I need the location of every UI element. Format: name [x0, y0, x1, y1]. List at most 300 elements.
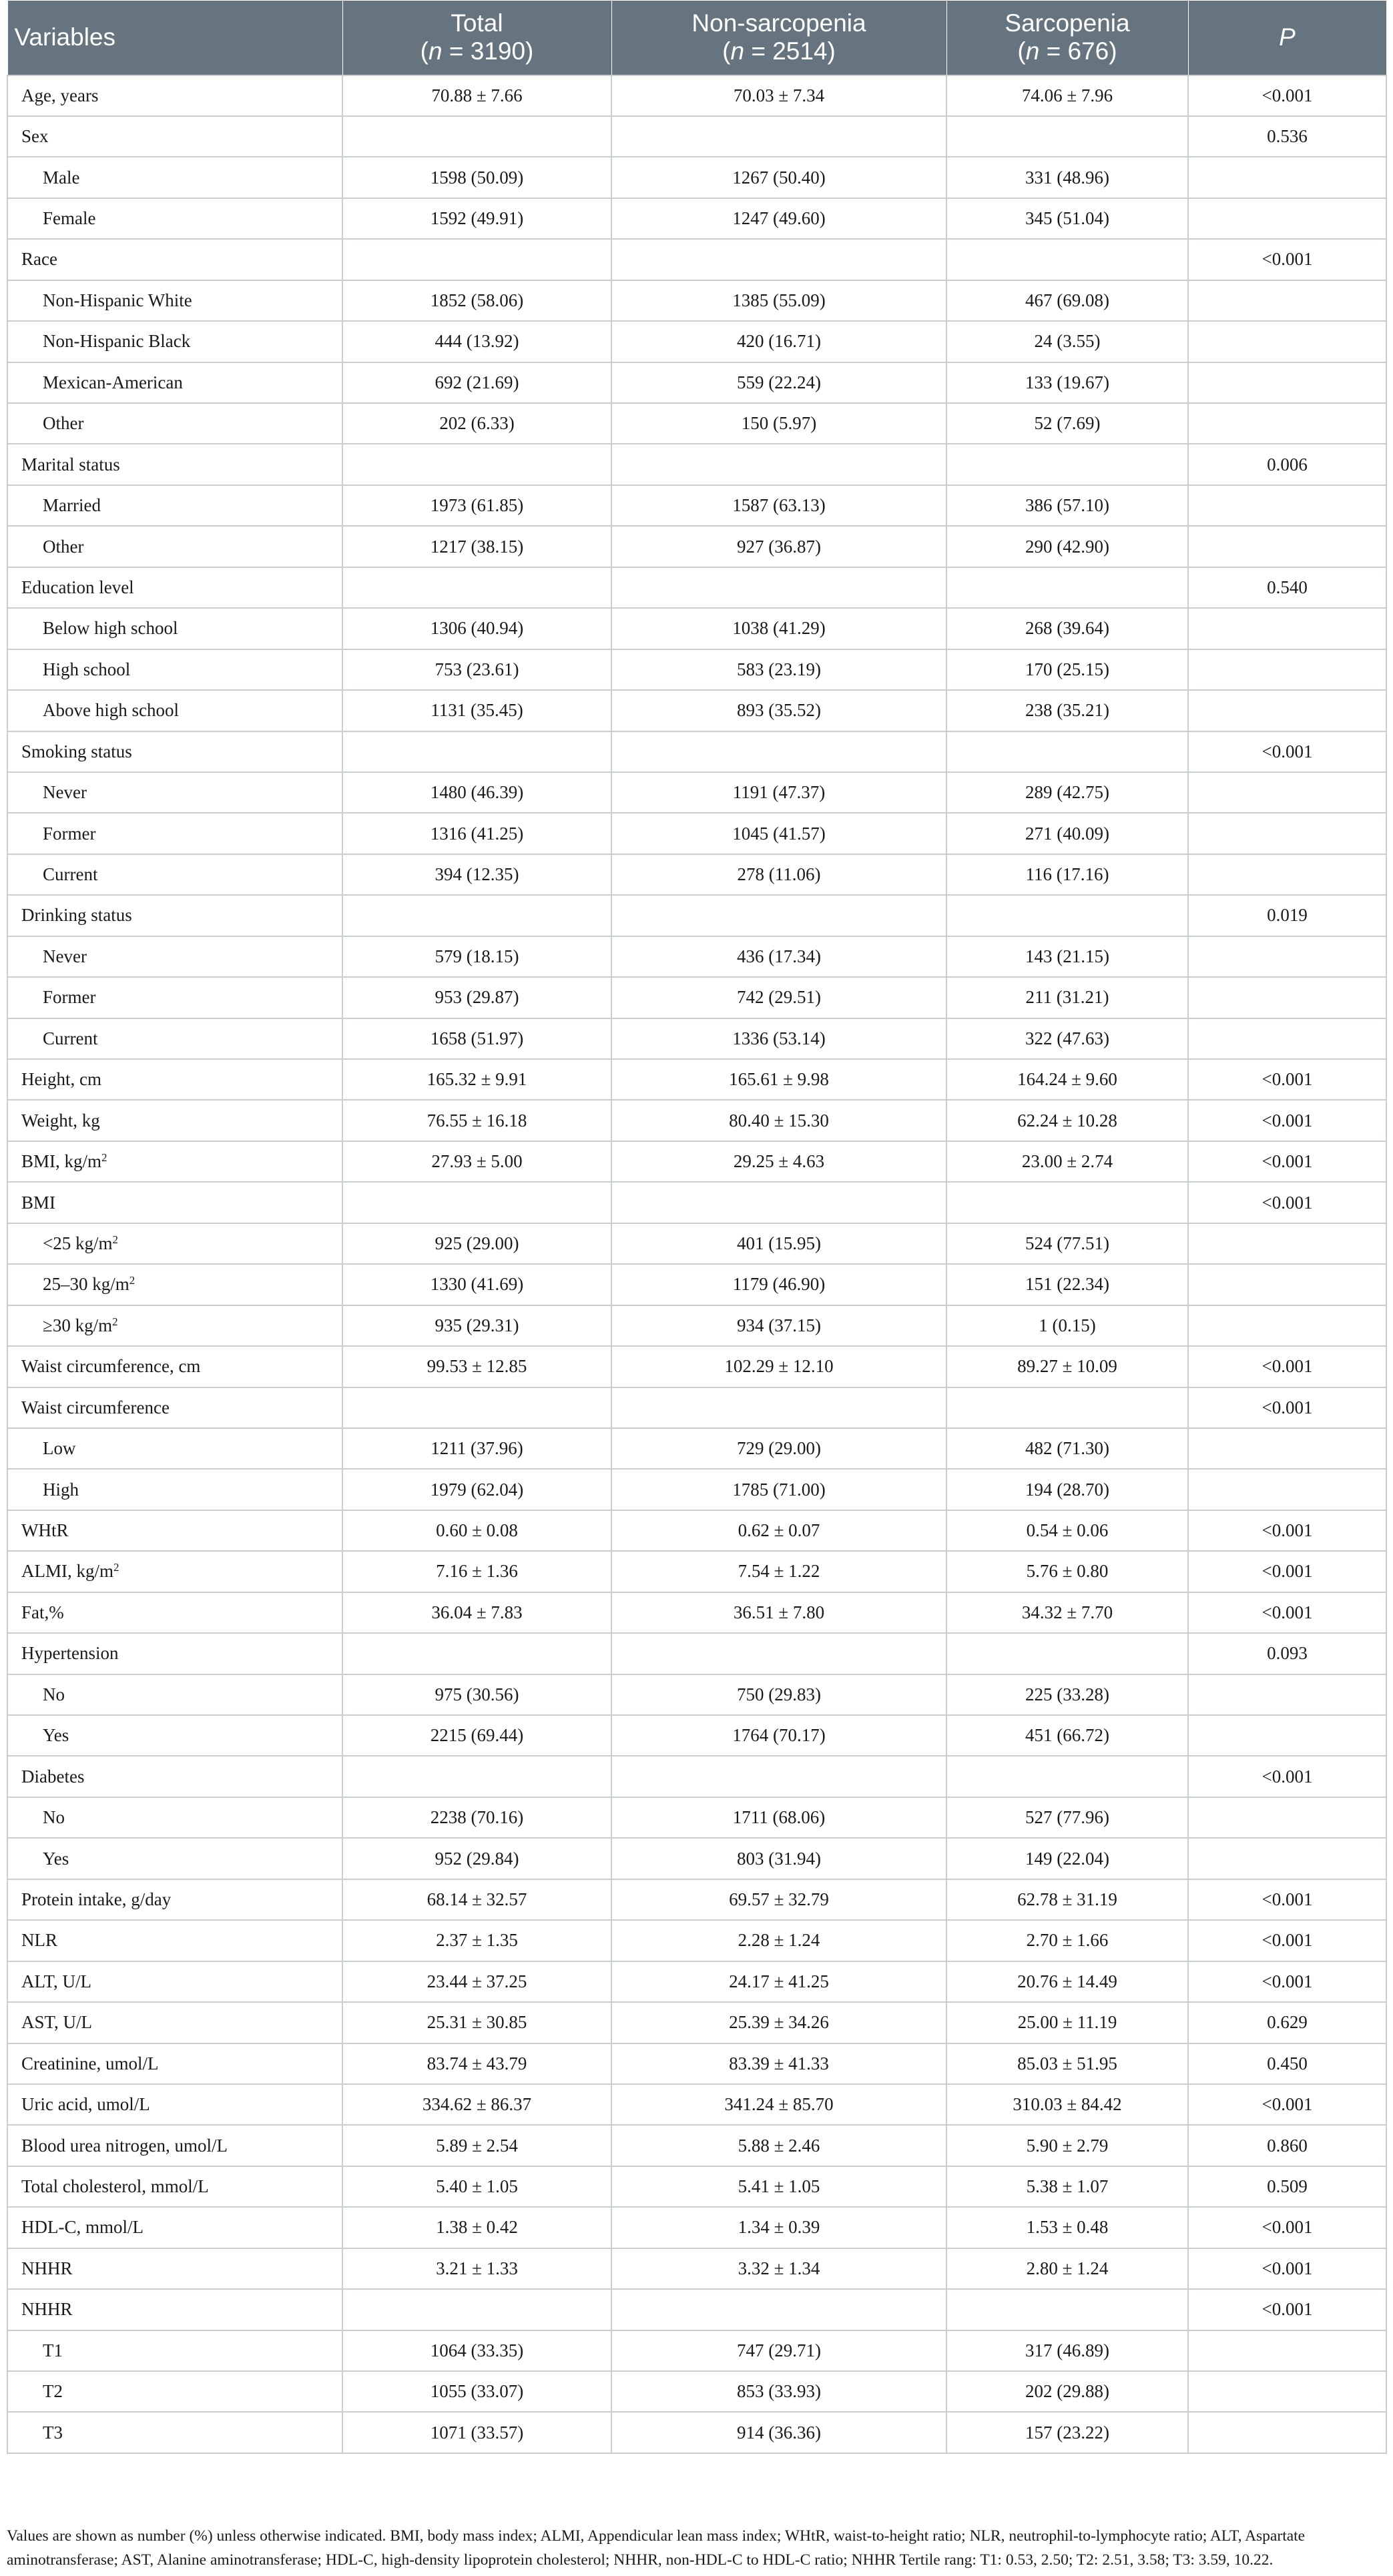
- p-value-cell: <0.001: [1188, 1551, 1386, 1592]
- p-value-cell: [1188, 485, 1386, 526]
- table-row: [7, 2330, 1386, 2371]
- non-sarcopenia-cell: 29.25 ± 4.63: [611, 1141, 946, 1182]
- table-row: [7, 1264, 1386, 1305]
- non-sarcopenia-cell: 853 (33.93): [611, 2371, 946, 2412]
- total-cell: 27.93 ± 5.00: [342, 1141, 611, 1182]
- total-cell: 5.40 ± 1.05: [342, 2166, 611, 2207]
- table-row: [7, 1920, 1386, 1961]
- table-row: [7, 2043, 1386, 2084]
- p-value-cell: 0.019: [1188, 895, 1386, 936]
- table-row: [7, 1223, 1386, 1264]
- sarcopenia-cell: 62.24 ± 10.28: [946, 1100, 1188, 1141]
- header-non-sarcopenia-label: Non-sarcopenia: [691, 9, 866, 37]
- p-value-cell: [1188, 157, 1386, 198]
- total-cell: [342, 1633, 611, 1674]
- row-label: Current: [7, 854, 342, 895]
- p-value-cell: <0.001: [1188, 2248, 1386, 2289]
- table-row: [7, 2002, 1386, 2043]
- table-row: [7, 731, 1386, 772]
- row-label: Age, years: [7, 75, 342, 116]
- sarcopenia-cell: 202 (29.88): [946, 2371, 1188, 2412]
- p-value-cell: 0.509: [1188, 2166, 1386, 2207]
- total-cell: 1306 (40.94): [342, 608, 611, 649]
- row-label: Waist circumference, cm: [7, 1346, 342, 1387]
- p-value-cell: <0.001: [1188, 239, 1386, 280]
- row-label: Mexican-American: [7, 362, 342, 403]
- non-sarcopenia-cell: 1191 (47.37): [611, 772, 946, 813]
- total-cell: [342, 444, 611, 485]
- sarcopenia-cell: 386 (57.10): [946, 485, 1188, 526]
- non-sarcopenia-cell: 1785 (71.00): [611, 1469, 946, 1510]
- sarcopenia-cell: 85.03 ± 51.95: [946, 2043, 1188, 2084]
- sarcopenia-cell: [946, 239, 1188, 280]
- row-label: Current: [7, 1018, 342, 1059]
- sarcopenia-cell: 149 (22.04): [946, 1838, 1188, 1879]
- row-label: Waist circumference: [7, 1387, 342, 1428]
- total-cell: 7.16 ± 1.36: [342, 1551, 611, 1592]
- sarcopenia-cell: [946, 895, 1188, 936]
- total-cell: [342, 1182, 611, 1223]
- total-cell: 953 (29.87): [342, 977, 611, 1018]
- sarcopenia-cell: [946, 1633, 1188, 1674]
- table-row: [7, 198, 1386, 239]
- row-label: Marital status: [7, 444, 342, 485]
- non-sarcopenia-cell: 750 (29.83): [611, 1674, 946, 1715]
- sarcopenia-cell: 157 (23.22): [946, 2412, 1188, 2453]
- row-label: Non-Hispanic Black: [7, 321, 342, 362]
- non-sarcopenia-cell: 559 (22.24): [611, 362, 946, 403]
- table-row: [7, 1346, 1386, 1387]
- table-row: [7, 1305, 1386, 1346]
- table-row: [7, 1838, 1386, 1879]
- sarcopenia-cell: 238 (35.21): [946, 690, 1188, 731]
- table-row: [7, 2248, 1386, 2289]
- non-sarcopenia-cell: 5.41 ± 1.05: [611, 2166, 946, 2207]
- table-row: [7, 2166, 1386, 2207]
- row-label: Female: [7, 198, 342, 239]
- table-row: [7, 1100, 1386, 1141]
- row-label: T1: [7, 2330, 342, 2371]
- total-cell: 1592 (49.91): [342, 198, 611, 239]
- total-cell: 2.37 ± 1.35: [342, 1920, 611, 1961]
- p-value-cell: [1188, 321, 1386, 362]
- p-value-cell: [1188, 649, 1386, 690]
- non-sarcopenia-cell: 102.29 ± 12.10: [611, 1346, 946, 1387]
- row-label: Other: [7, 403, 342, 444]
- p-value-cell: [1188, 198, 1386, 239]
- row-label: Sex: [7, 116, 342, 157]
- sarcopenia-cell: 151 (22.34): [946, 1264, 1188, 1305]
- header-variables: Variables: [7, 1, 342, 75]
- total-cell: 952 (29.84): [342, 1838, 611, 1879]
- non-sarcopenia-cell: 1711 (68.06): [611, 1797, 946, 1838]
- table-row: [7, 1879, 1386, 1920]
- row-label: High school: [7, 649, 342, 690]
- non-sarcopenia-cell: 278 (11.06): [611, 854, 946, 895]
- table-row: [7, 1633, 1386, 1674]
- total-cell: [342, 895, 611, 936]
- row-label: NLR: [7, 1920, 342, 1961]
- total-cell: 1852 (58.06): [342, 280, 611, 321]
- sarcopenia-cell: 345 (51.04): [946, 198, 1188, 239]
- non-sarcopenia-cell: [611, 1387, 946, 1428]
- row-label: Below high school: [7, 608, 342, 649]
- sarcopenia-cell: 143 (21.15): [946, 936, 1188, 977]
- table-row: [7, 567, 1386, 608]
- sarcopenia-cell: 451 (66.72): [946, 1715, 1188, 1756]
- sarcopenia-cell: 0.54 ± 0.06: [946, 1510, 1188, 1551]
- row-label: BMI, $kg/m^2$: [7, 1141, 342, 1182]
- row-label: Above high school: [7, 690, 342, 731]
- non-sarcopenia-cell: 5.88 ± 2.46: [611, 2125, 946, 2166]
- table-row: [7, 321, 1386, 362]
- table-row: [7, 1674, 1386, 1715]
- total-cell: [342, 116, 611, 157]
- sarcopenia-cell: [946, 2289, 1188, 2330]
- table-footnote: Values are shown as number (%) unless otherwise indicated. BMI, body mass index; ALMI, Appendicular lean mass index; WHtR, waist-to-height ratio; NLR, neutrophil-to-lymphocyte ratio; ALT, Aspartate aminotransferase; AST, Alanine aminotransferase; HDL-C, high-density lipoprotein cholesterol; NHHR, non-HDL-C to HDL-C ratio; NHHR Tertile rang: T1: 0.53, 2.50; T2: 2.51, 3.58; T3: 3.59, 10.22.: [7, 2527, 1306, 2569]
- row-label: Height, cm: [7, 1059, 342, 1100]
- p-value-cell: 0.540: [1188, 567, 1386, 608]
- non-sarcopenia-cell: 3.32 ± 1.34: [611, 2248, 946, 2289]
- non-sarcopenia-cell: 165.61 ± 9.98: [611, 1059, 946, 1100]
- table-row: [7, 2207, 1386, 2248]
- row-label: T3: [7, 2412, 342, 2453]
- total-cell: 444 (13.92): [342, 321, 611, 362]
- p-value-cell: <0.001: [1188, 1141, 1386, 1182]
- total-cell: 83.74 ± 43.79: [342, 2043, 611, 2084]
- sarcopenia-cell: 23.00 ± 2.74: [946, 1141, 1188, 1182]
- table-row: [7, 362, 1386, 403]
- p-value-cell: [1188, 854, 1386, 895]
- total-cell: 2215 (69.44): [342, 1715, 611, 1756]
- non-sarcopenia-cell: 401 (15.95): [611, 1223, 946, 1264]
- p-value-cell: [1188, 2371, 1386, 2412]
- non-sarcopenia-cell: 1764 (70.17): [611, 1715, 946, 1756]
- row-label: Hypertension: [7, 1633, 342, 1674]
- p-value-cell: [1188, 690, 1386, 731]
- non-sarcopenia-cell: 420 (16.71): [611, 321, 946, 362]
- total-cell: 202 (6.33): [342, 403, 611, 444]
- header-total: [342, 1, 611, 75]
- p-value-cell: [1188, 608, 1386, 649]
- sarcopenia-cell: 1 (0.15): [946, 1305, 1188, 1346]
- table-row: [7, 2084, 1386, 2125]
- non-sarcopenia-cell: 1587 (63.13): [611, 485, 946, 526]
- header-sarcopenia-label: Sarcopenia: [1005, 9, 1130, 37]
- table-row: [7, 75, 1386, 116]
- sarcopenia-cell: 194 (28.70): [946, 1469, 1188, 1510]
- non-sarcopenia-cell: [611, 1633, 946, 1674]
- sarcopenia-cell: 62.78 ± 31.19: [946, 1879, 1188, 1920]
- sarcopenia-cell: 322 (47.63): [946, 1018, 1188, 1059]
- p-value-cell: [1188, 2412, 1386, 2453]
- header-sarcopenia-n: (n = 676): [1017, 37, 1117, 65]
- sarcopenia-cell: 268 (39.64): [946, 608, 1188, 649]
- row-label: AST, U/L: [7, 2002, 342, 2043]
- row-label: Fat,%: [7, 1592, 342, 1633]
- table-row: [7, 2289, 1386, 2330]
- table-row: [7, 772, 1386, 813]
- table-row: [7, 1182, 1386, 1223]
- non-sarcopenia-cell: 36.51 ± 7.80: [611, 1592, 946, 1633]
- row-label: Other: [7, 526, 342, 567]
- total-cell: [342, 1756, 611, 1797]
- non-sarcopenia-cell: 7.54 ± 1.22: [611, 1551, 946, 1592]
- total-cell: 579 (18.15): [342, 936, 611, 977]
- total-cell: 1071 (33.57): [342, 2412, 611, 2453]
- p-value-cell: [1188, 362, 1386, 403]
- p-value-cell: <0.001: [1188, 2084, 1386, 2125]
- table-row: [7, 608, 1386, 649]
- sarcopenia-cell: 20.76 ± 14.49: [946, 1961, 1188, 2002]
- row-label: Non-Hispanic White: [7, 280, 342, 321]
- baseline-characteristics-table: [7, 0, 1387, 2454]
- total-cell: 1316 (41.25): [342, 813, 611, 854]
- row-label: Never: [7, 936, 342, 977]
- p-value-cell: [1188, 1428, 1386, 1469]
- p-value-cell: [1188, 2330, 1386, 2371]
- total-cell: 165.32 ± 9.91: [342, 1059, 611, 1100]
- p-value-cell: 0.860: [1188, 2125, 1386, 2166]
- p-value-cell: 0.536: [1188, 116, 1386, 157]
- row-label: Smoking status: [7, 731, 342, 772]
- total-cell: [342, 731, 611, 772]
- table-row: [7, 1141, 1386, 1182]
- total-cell: 925 (29.00): [342, 1223, 611, 1264]
- table-row: [7, 1059, 1386, 1100]
- sarcopenia-cell: 164.24 ± 9.60: [946, 1059, 1188, 1100]
- non-sarcopenia-cell: 25.39 ± 34.26: [611, 2002, 946, 2043]
- non-sarcopenia-cell: 742 (29.51): [611, 977, 946, 1018]
- p-value-cell: <0.001: [1188, 1920, 1386, 1961]
- total-cell: 5.89 ± 2.54: [342, 2125, 611, 2166]
- p-value-cell: 0.629: [1188, 2002, 1386, 2043]
- total-cell: 23.44 ± 37.25: [342, 1961, 611, 2002]
- sarcopenia-cell: 317 (46.89): [946, 2330, 1188, 2371]
- row-label: 25–30 $kg/m^2$: [7, 1264, 342, 1305]
- non-sarcopenia-cell: [611, 731, 946, 772]
- row-label: T2: [7, 2371, 342, 2412]
- p-value-cell: [1188, 1305, 1386, 1346]
- table-row: [7, 2125, 1386, 2166]
- non-sarcopenia-cell: 1179 (46.90): [611, 1264, 946, 1305]
- table-row: [7, 485, 1386, 526]
- table-row: [7, 1018, 1386, 1059]
- p-value-cell: <0.001: [1188, 1510, 1386, 1551]
- sarcopenia-cell: 289 (42.75): [946, 772, 1188, 813]
- row-label: HDL-C, mmol/L: [7, 2207, 342, 2248]
- table-row: [7, 1715, 1386, 1756]
- non-sarcopenia-cell: 69.57 ± 32.79: [611, 1879, 946, 1920]
- table-body: [7, 75, 1386, 2453]
- table-row: [7, 1387, 1386, 1428]
- p-value-cell: [1188, 1223, 1386, 1264]
- sarcopenia-cell: 331 (48.96): [946, 157, 1188, 198]
- non-sarcopenia-cell: 934 (37.15): [611, 1305, 946, 1346]
- total-cell: [342, 239, 611, 280]
- non-sarcopenia-cell: 583 (23.19): [611, 649, 946, 690]
- total-cell: 1064 (33.35): [342, 2330, 611, 2371]
- row-label: Race: [7, 239, 342, 280]
- row-label: Blood urea nitrogen, umol/L: [7, 2125, 342, 2166]
- p-value-cell: [1188, 403, 1386, 444]
- p-value-cell: [1188, 280, 1386, 321]
- non-sarcopenia-cell: [611, 239, 946, 280]
- non-sarcopenia-cell: 83.39 ± 41.33: [611, 2043, 946, 2084]
- table-row: [7, 1756, 1386, 1797]
- total-cell: 1979 (62.04): [342, 1469, 611, 1510]
- non-sarcopenia-cell: [611, 895, 946, 936]
- row-label: NHHR: [7, 2248, 342, 2289]
- total-cell: 1211 (37.96): [342, 1428, 611, 1469]
- non-sarcopenia-cell: 1038 (41.29): [611, 608, 946, 649]
- non-sarcopenia-cell: [611, 1756, 946, 1797]
- sarcopenia-cell: 1.53 ± 0.48: [946, 2207, 1188, 2248]
- sarcopenia-cell: 5.76 ± 0.80: [946, 1551, 1188, 1592]
- row-label: ALT, U/L: [7, 1961, 342, 2002]
- p-value-cell: [1188, 1018, 1386, 1059]
- non-sarcopenia-cell: 747 (29.71): [611, 2330, 946, 2371]
- total-cell: 1330 (41.69): [342, 1264, 611, 1305]
- sarcopenia-cell: 25.00 ± 11.19: [946, 2002, 1188, 2043]
- sarcopenia-cell: [946, 444, 1188, 485]
- non-sarcopenia-cell: 1267 (50.40): [611, 157, 946, 198]
- table-row: [7, 1797, 1386, 1838]
- p-value-cell: <0.001: [1188, 731, 1386, 772]
- row-label: Weight, kg: [7, 1100, 342, 1141]
- total-cell: 36.04 ± 7.83: [342, 1592, 611, 1633]
- header-p-value: P: [1188, 1, 1386, 75]
- row-label: Never: [7, 772, 342, 813]
- total-cell: 70.88 ± 7.66: [342, 75, 611, 116]
- total-cell: 935 (29.31): [342, 1305, 611, 1346]
- p-value-cell: [1188, 813, 1386, 854]
- non-sarcopenia-cell: 0.62 ± 0.07: [611, 1510, 946, 1551]
- total-cell: [342, 567, 611, 608]
- sarcopenia-cell: 290 (42.90): [946, 526, 1188, 567]
- header-non-sarcopenia: [611, 1, 946, 75]
- total-cell: 1480 (46.39): [342, 772, 611, 813]
- sarcopenia-cell: 211 (31.21): [946, 977, 1188, 1018]
- row-label: Uric acid, umol/L: [7, 2084, 342, 2125]
- row-label: Low: [7, 1428, 342, 1469]
- table-row: [7, 895, 1386, 936]
- row-label: Yes: [7, 1715, 342, 1756]
- p-value-cell: [1188, 1674, 1386, 1715]
- total-cell: [342, 1387, 611, 1428]
- row-label: WHtR: [7, 1510, 342, 1551]
- sarcopenia-cell: 116 (17.16): [946, 854, 1188, 895]
- row-label: <25 $kg/m^2$: [7, 1223, 342, 1264]
- p-value-cell: [1188, 1838, 1386, 1879]
- header-total-n: (n = 3190): [420, 37, 534, 65]
- p-value-cell: <0.001: [1188, 2289, 1386, 2330]
- non-sarcopenia-cell: 1.34 ± 0.39: [611, 2207, 946, 2248]
- total-cell: 76.55 ± 16.18: [342, 1100, 611, 1141]
- sarcopenia-cell: 482 (71.30): [946, 1428, 1188, 1469]
- non-sarcopenia-cell: [611, 1182, 946, 1223]
- total-cell: 753 (23.61): [342, 649, 611, 690]
- p-value-cell: [1188, 1715, 1386, 1756]
- non-sarcopenia-cell: 1336 (53.14): [611, 1018, 946, 1059]
- total-cell: 2238 (70.16): [342, 1797, 611, 1838]
- p-value-cell: <0.001: [1188, 1756, 1386, 1797]
- total-cell: 1217 (38.15): [342, 526, 611, 567]
- sarcopenia-cell: 89.27 ± 10.09: [946, 1346, 1188, 1387]
- table-row: [7, 116, 1386, 157]
- total-cell: 692 (21.69): [342, 362, 611, 403]
- non-sarcopenia-cell: [611, 2289, 946, 2330]
- row-label: Creatinine, umol/L: [7, 2043, 342, 2084]
- non-sarcopenia-cell: 927 (36.87): [611, 526, 946, 567]
- row-label: Education level: [7, 567, 342, 608]
- p-value-cell: [1188, 1797, 1386, 1838]
- non-sarcopenia-cell: 24.17 ± 41.25: [611, 1961, 946, 2002]
- table-row: [7, 239, 1386, 280]
- p-value-cell: <0.001: [1188, 1100, 1386, 1141]
- row-label: Male: [7, 157, 342, 198]
- total-cell: 394 (12.35): [342, 854, 611, 895]
- sarcopenia-cell: 74.06 ± 7.96: [946, 75, 1188, 116]
- row-label: Protein intake, g/day: [7, 1879, 342, 1920]
- total-cell: 334.62 ± 86.37: [342, 2084, 611, 2125]
- row-label: High: [7, 1469, 342, 1510]
- non-sarcopenia-cell: 1385 (55.09): [611, 280, 946, 321]
- table-row: [7, 649, 1386, 690]
- table-row: [7, 157, 1386, 198]
- table-row: [7, 403, 1386, 444]
- non-sarcopenia-cell: 150 (5.97): [611, 403, 946, 444]
- non-sarcopenia-cell: 80.40 ± 15.30: [611, 1100, 946, 1141]
- sarcopenia-cell: 527 (77.96): [946, 1797, 1188, 1838]
- sarcopenia-cell: 5.90 ± 2.79: [946, 2125, 1188, 2166]
- total-cell: 3.21 ± 1.33: [342, 2248, 611, 2289]
- p-value-cell: <0.001: [1188, 1387, 1386, 1428]
- header-non-sarcopenia-n: (n = 2514): [722, 37, 836, 65]
- total-cell: 1598 (50.09): [342, 157, 611, 198]
- sarcopenia-cell: 271 (40.09): [946, 813, 1188, 854]
- row-label: Diabetes: [7, 1756, 342, 1797]
- table-row: [7, 1961, 1386, 2002]
- table-row: [7, 1428, 1386, 1469]
- row-label: Yes: [7, 1838, 342, 1879]
- sarcopenia-cell: 524 (77.51): [946, 1223, 1188, 1264]
- non-sarcopenia-cell: 914 (36.36): [611, 2412, 946, 2453]
- p-value-cell: 0.006: [1188, 444, 1386, 485]
- row-label: ≥30 $kg/m^2$: [7, 1305, 342, 1346]
- non-sarcopenia-cell: [611, 444, 946, 485]
- non-sarcopenia-cell: [611, 567, 946, 608]
- table-row: [7, 690, 1386, 731]
- p-value-cell: <0.001: [1188, 1879, 1386, 1920]
- table-row: [7, 280, 1386, 321]
- total-cell: 0.60 ± 0.08: [342, 1510, 611, 1551]
- p-value-cell: [1188, 526, 1386, 567]
- header-row: [7, 1, 1386, 75]
- sarcopenia-cell: [946, 1387, 1188, 1428]
- sarcopenia-cell: [946, 567, 1188, 608]
- table-row: [7, 813, 1386, 854]
- sarcopenia-cell: 225 (33.28): [946, 1674, 1188, 1715]
- row-label: No: [7, 1797, 342, 1838]
- row-label: Former: [7, 977, 342, 1018]
- p-value-cell: <0.001: [1188, 75, 1386, 116]
- p-value-cell: 0.093: [1188, 1633, 1386, 1674]
- table-row: [7, 1592, 1386, 1633]
- table-row: [7, 526, 1386, 567]
- table-row: [7, 854, 1386, 895]
- sarcopenia-cell: [946, 731, 1188, 772]
